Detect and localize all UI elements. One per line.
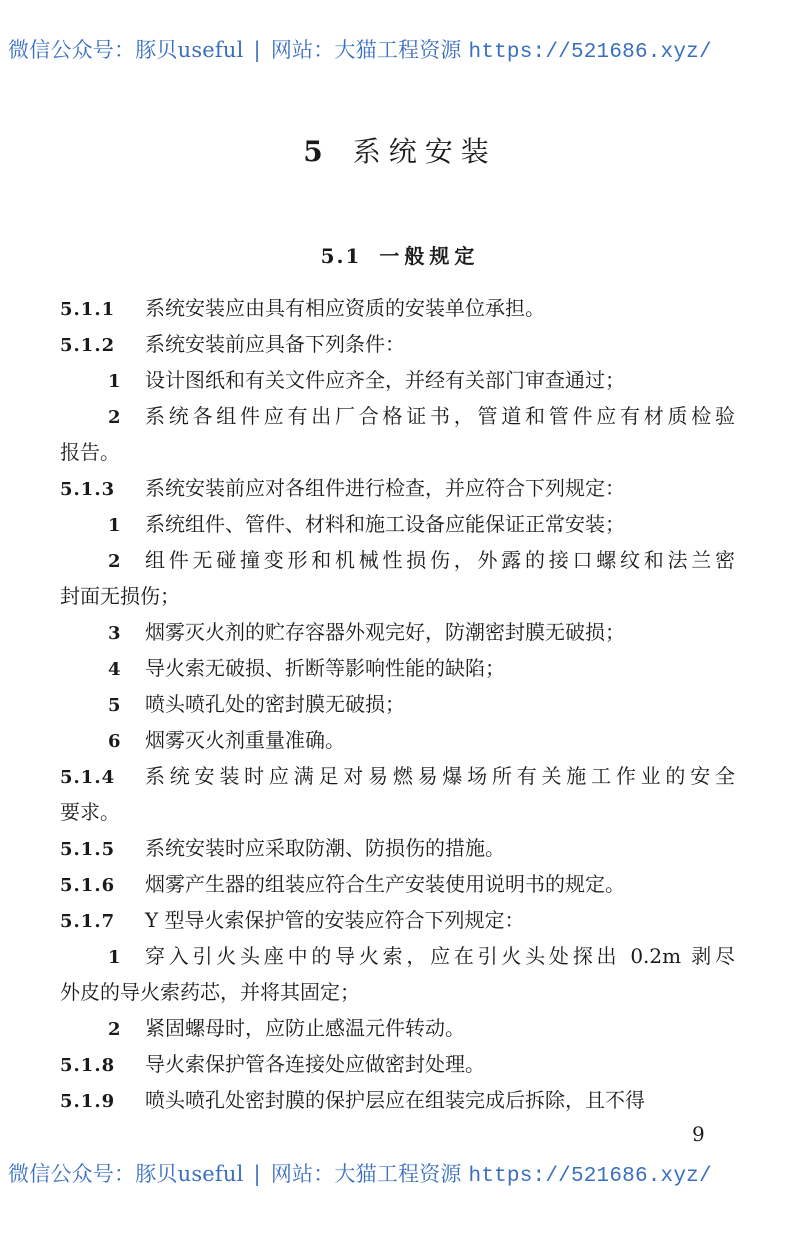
line-text: 报告。 bbox=[60, 440, 120, 464]
line-text: 系统安装前应对各组件进行检查，并应符合下列规定： bbox=[145, 476, 625, 500]
line-text: 喷头喷孔处密封膜的保护层应在组装完成后拆除，且不得 bbox=[145, 1088, 645, 1112]
line-text: 穿入引火头座中的导火索，应在引火头处探出 0.2m 剥尽 bbox=[145, 944, 735, 968]
line-text: 封面无损伤； bbox=[60, 584, 180, 608]
page-number: 9 bbox=[692, 1122, 705, 1146]
list-item-line bbox=[60, 614, 735, 650]
list-item-line bbox=[60, 1010, 735, 1046]
clause-number: 5.1.8 bbox=[60, 1055, 116, 1076]
chapter-title-text: 系统安装 bbox=[352, 135, 497, 168]
line-text: 紧固螺母时，应防止感温元件转动。 bbox=[145, 1016, 465, 1040]
chapter-number: 5 bbox=[303, 135, 331, 168]
item-number: 2 bbox=[108, 407, 122, 428]
watermark-site: 网站：大猫工程资源 bbox=[270, 38, 462, 62]
clause-number: 5.1.5 bbox=[60, 839, 116, 860]
clause-line bbox=[60, 326, 735, 362]
clause-number: 5.1.7 bbox=[60, 911, 116, 932]
watermark-footer bbox=[8, 1158, 798, 1188]
line-text: 系统各组件应有出厂合格证书，管道和管件应有材质检验 bbox=[145, 404, 735, 428]
list-item-line bbox=[60, 650, 735, 686]
watermark-separator: | bbox=[253, 38, 261, 62]
watermark-wechat: 微信公众号：豚贝useful bbox=[8, 1162, 244, 1186]
line-text: 外皮的导火索药芯，并将其固定； bbox=[60, 980, 360, 1004]
document-body bbox=[60, 290, 735, 1118]
item-number: 1 bbox=[108, 947, 122, 968]
line-text: 系统安装前应具备下列条件： bbox=[145, 332, 405, 356]
continuation-line bbox=[60, 578, 735, 614]
watermark-url: https://521686.xyz/ bbox=[468, 1165, 712, 1188]
line-text: 系统组件、管件、材料和施工设备应能保证正常安装； bbox=[145, 512, 625, 536]
watermark-url: https://521686.xyz/ bbox=[468, 41, 712, 64]
line-text: 要求。 bbox=[60, 800, 120, 824]
item-number: 2 bbox=[108, 551, 122, 572]
watermark-wechat: 微信公众号：豚贝useful bbox=[8, 38, 244, 62]
item-number: 3 bbox=[108, 623, 122, 644]
item-number: 5 bbox=[108, 695, 122, 716]
list-item-line bbox=[60, 362, 735, 398]
watermark-site: 网站：大猫工程资源 bbox=[270, 1162, 462, 1186]
item-number: 1 bbox=[108, 515, 122, 536]
clause-number: 5.1.1 bbox=[60, 299, 116, 320]
clause-number: 5.1.3 bbox=[60, 479, 116, 500]
clause-line bbox=[60, 1082, 735, 1118]
line-text: 系统安装时应满足对易燃易爆场所有关施工作业的安全 bbox=[145, 764, 735, 788]
item-number: 2 bbox=[108, 1019, 122, 1040]
clause-line bbox=[60, 290, 735, 326]
clause-number: 5.1.6 bbox=[60, 875, 116, 896]
watermark-separator: | bbox=[253, 1162, 261, 1186]
continuation-line bbox=[60, 794, 735, 830]
clause-line bbox=[60, 830, 735, 866]
list-item-line bbox=[60, 722, 735, 758]
line-text: 喷头喷孔处的密封膜无破损； bbox=[145, 692, 405, 716]
item-number: 4 bbox=[108, 659, 122, 680]
line-text: 烟雾灭火剂的贮存容器外观完好，防潮密封膜无破损； bbox=[145, 620, 625, 644]
clause-line bbox=[60, 758, 735, 794]
section-title bbox=[0, 240, 800, 269]
clause-number: 5.1.9 bbox=[60, 1091, 116, 1112]
line-text: 导火索保护管各连接处应做密封处理。 bbox=[145, 1052, 485, 1076]
list-item-line bbox=[60, 938, 735, 974]
line-text: 设计图纸和有关文件应齐全，并经有关部门审查通过； bbox=[145, 368, 625, 392]
clause-line bbox=[60, 902, 735, 938]
line-text: 组件无碰撞变形和机械性损伤，外露的接口螺纹和法兰密 bbox=[145, 548, 735, 572]
continuation-line bbox=[60, 974, 735, 1010]
line-text: 导火索无破损、折断等影响性能的缺陷； bbox=[145, 656, 505, 680]
continuation-line bbox=[60, 434, 735, 470]
chapter-title bbox=[0, 130, 800, 170]
line-text: 烟雾灭火剂重量准确。 bbox=[145, 728, 345, 752]
section-title-text: 一般规定 bbox=[379, 244, 480, 268]
list-item-line bbox=[60, 542, 735, 578]
clause-line bbox=[60, 866, 735, 902]
clause-number: 5.1.2 bbox=[60, 335, 116, 356]
list-item-line bbox=[60, 686, 735, 722]
list-item-line bbox=[60, 506, 735, 542]
item-number: 1 bbox=[108, 371, 122, 392]
clause-line bbox=[60, 470, 735, 506]
line-text: 烟雾产生器的组装应符合生产安装使用说明书的规定。 bbox=[145, 872, 625, 896]
line-text: 系统安装时应采取防潮、防损伤的措施。 bbox=[145, 836, 505, 860]
clause-line bbox=[60, 1046, 735, 1082]
line-text: 系统安装应由具有相应资质的安装单位承担。 bbox=[145, 296, 545, 320]
line-text: Y 型导火索保护管的安装应符合下列规定： bbox=[145, 908, 525, 932]
section-number: 5.1 bbox=[320, 244, 362, 268]
watermark-header bbox=[8, 34, 798, 64]
clause-number: 5.1.4 bbox=[60, 767, 116, 788]
list-item-line bbox=[60, 398, 735, 434]
item-number: 6 bbox=[108, 731, 122, 752]
